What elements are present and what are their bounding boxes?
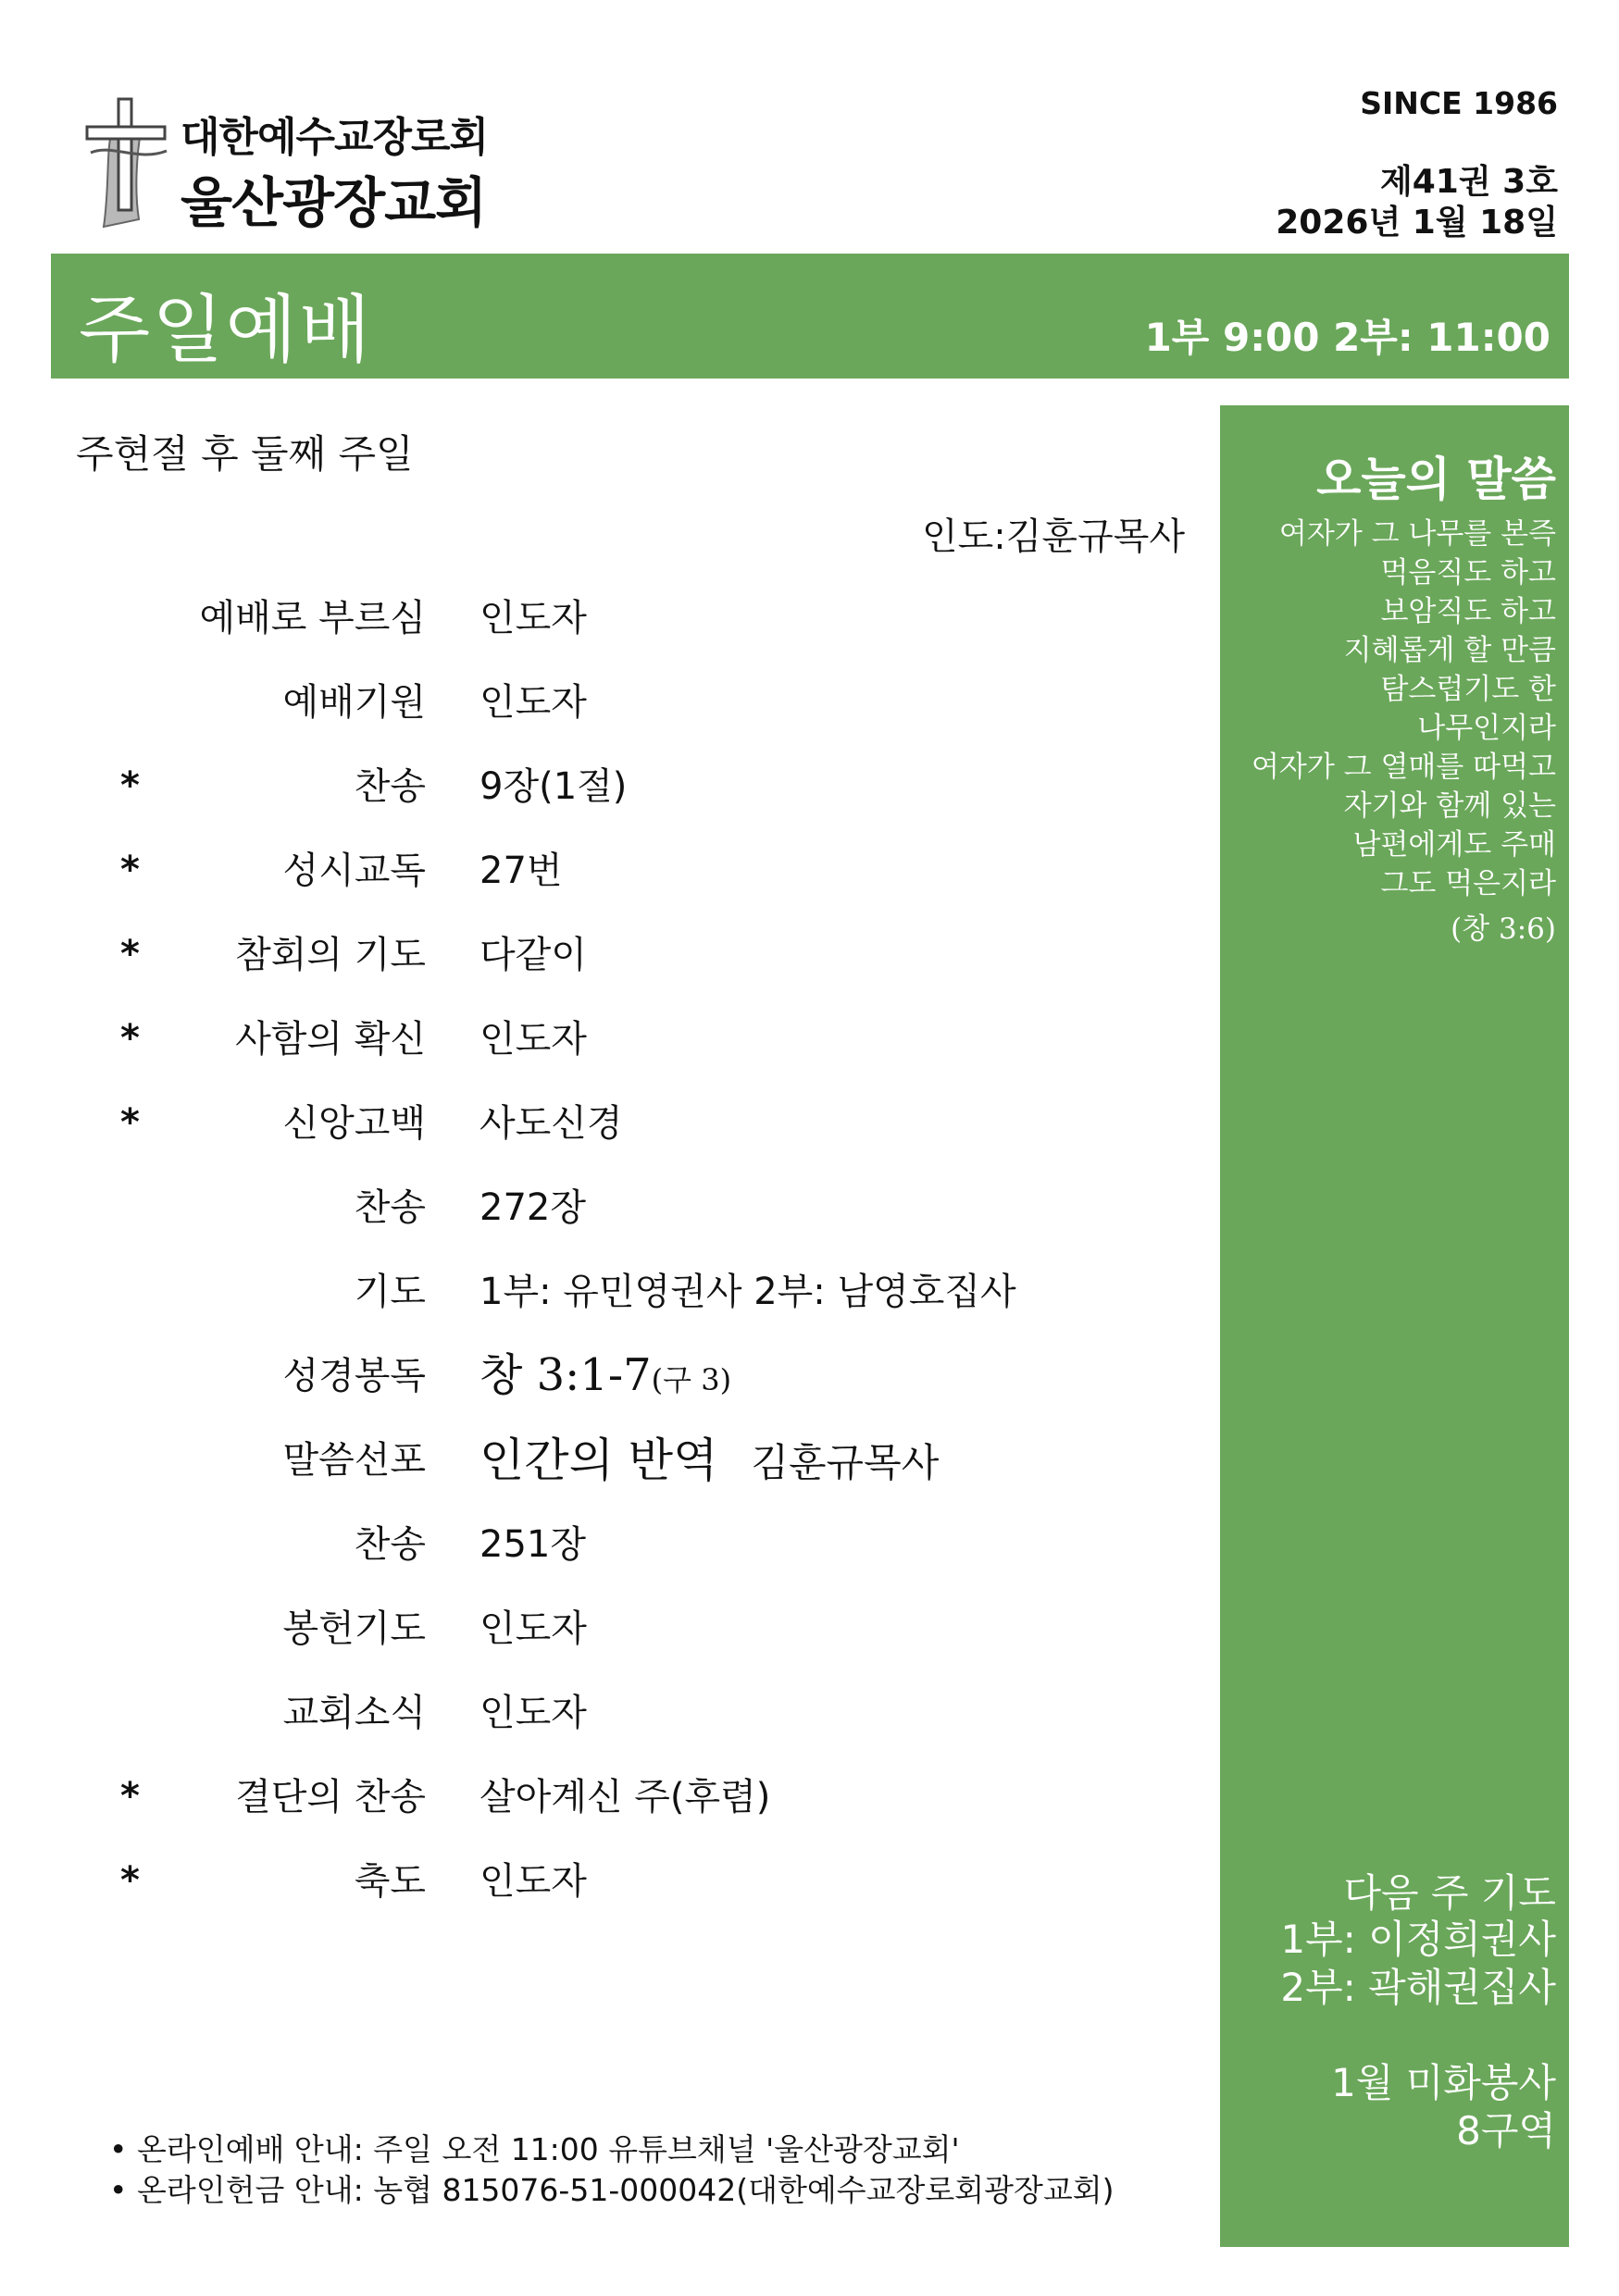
- service-item: [0, 673, 1203, 757]
- service-item: [0, 1431, 1203, 1515]
- standing-mark: *: [120, 764, 140, 807]
- item-value: 1부: 유민영권사 2부: 남영호집사: [479, 1271, 1016, 1313]
- standing-mark: *: [120, 933, 140, 975]
- item-value: 인도자: [479, 1692, 587, 1734]
- cleaning-duty-group: 8구역: [1456, 2108, 1556, 2153]
- service-item: [0, 925, 1203, 1010]
- cross-logo-icon: [83, 97, 171, 231]
- verse-line: 먹음직도 하고: [1380, 556, 1556, 590]
- verse-line: 여자가 그 나무를 본즉: [1278, 517, 1556, 551]
- item-value: 251장: [479, 1523, 586, 1566]
- scripture-ot-number: (구 3): [651, 1362, 732, 1397]
- verse-line: 남편에게도 주매: [1352, 828, 1556, 862]
- item-label: 기도: [354, 1271, 426, 1313]
- church-denomination: 대한예수교장로회: [181, 114, 489, 161]
- service-item: [0, 1683, 1203, 1768]
- verse-line: 여자가 그 열매를 따먹고: [1251, 751, 1556, 784]
- item-label: 찬송: [354, 1523, 426, 1566]
- next-prayer-second: 2부: 곽해권집사: [1280, 1965, 1556, 2010]
- service-item: [0, 1599, 1203, 1683]
- church-name: 울산광장교회: [181, 171, 487, 234]
- service-times: 1부 9:00 2부: 11:00: [1144, 315, 1551, 360]
- verse-line: 지혜롭게 할 만큼: [1343, 634, 1556, 667]
- next-prayer-title: 다음 주 기도: [1343, 1870, 1556, 1916]
- service-item: [0, 1768, 1203, 1852]
- item-value: [479, 1339, 731, 1403]
- verse-text: [1223, 515, 1556, 903]
- item-value: 9장(1절): [479, 765, 628, 808]
- worship-leader: 인도:김훈규목사: [922, 515, 1185, 558]
- online-worship-notice: • 온라인예배 안내: 주일 오전 11:00 유튜브채널 '울산광장교회': [109, 2131, 960, 2167]
- next-prayer-first: 1부: 이정희권사: [1280, 1917, 1556, 1962]
- service-item: [0, 1178, 1203, 1262]
- item-value: 인도자: [479, 597, 587, 639]
- online-offering-notice: • 온라인헌금 안내: 농협 815076-51-000042(대한예수교장로회광장교회): [109, 2172, 1115, 2208]
- verse-line: 그도 먹은지라: [1380, 867, 1556, 900]
- service-item: [0, 1852, 1203, 1936]
- item-value: 다같이: [479, 934, 587, 976]
- preacher-name: 김훈규목사: [751, 1440, 940, 1485]
- item-value: 272장: [479, 1186, 586, 1229]
- liturgical-season: 주현절 후 둘째 주일: [76, 431, 414, 477]
- item-label: 말씀선포: [282, 1439, 426, 1482]
- standing-mark: *: [120, 1775, 140, 1818]
- service-item: [0, 1094, 1203, 1178]
- service-banner: [51, 254, 1569, 379]
- service-item: [0, 1262, 1203, 1347]
- service-item: [0, 757, 1203, 841]
- item-label: 결단의 찬송: [235, 1776, 426, 1818]
- item-label: 예배로 부르심: [199, 597, 426, 639]
- service-item: [0, 589, 1203, 673]
- standing-mark: *: [120, 1859, 140, 1902]
- since-label: SINCE 1986: [1360, 85, 1558, 121]
- sidebar-panel: [1220, 405, 1569, 2247]
- cleaning-duty-title: 1월 미화봉사: [1331, 2060, 1556, 2105]
- item-label: 사함의 확신: [235, 1018, 426, 1061]
- item-label: 성경봉독: [282, 1355, 426, 1397]
- standing-mark: *: [120, 849, 140, 891]
- service-item: [0, 841, 1203, 925]
- item-label: 참회의 기도: [235, 934, 426, 976]
- date-label: 2026년 1월 18일: [1276, 204, 1558, 242]
- verse-line: 자기와 함께 있는: [1343, 789, 1556, 823]
- verse-title: 오늘의 말씀: [1316, 453, 1556, 506]
- service-item: [0, 1515, 1203, 1599]
- item-value: [479, 1423, 939, 1490]
- order-of-service: [0, 589, 1203, 1936]
- item-label: 교회소식: [282, 1692, 426, 1734]
- verse-reference: (창 3:6): [1451, 912, 1556, 946]
- service-item: [0, 1010, 1203, 1094]
- volume-label: 제41권 3호: [1379, 163, 1558, 201]
- sermon-title: 인간의 반역: [479, 1433, 718, 1487]
- verse-line: 나무인지라: [1417, 712, 1556, 745]
- item-value: 살아계신 주(후렴): [479, 1776, 771, 1818]
- item-value: 인도자: [479, 1607, 587, 1650]
- item-label: 예배기원: [282, 681, 426, 724]
- item-label: 성시교독: [282, 850, 426, 892]
- service-title: 주일예배: [79, 287, 373, 373]
- item-label: 봉헌기도: [282, 1607, 426, 1650]
- item-label: 신앙고백: [282, 1102, 426, 1145]
- standing-mark: *: [120, 1017, 140, 1060]
- verse-line: 보암직도 하고: [1380, 595, 1556, 628]
- item-label: 찬송: [354, 765, 426, 808]
- scripture-reference: 창 3:1-7: [479, 1349, 652, 1401]
- item-value: 인도자: [479, 681, 587, 724]
- item-value: 인도자: [479, 1018, 587, 1061]
- item-value: 인도자: [479, 1860, 587, 1903]
- item-value: 27번: [479, 850, 563, 892]
- item-label: 축도: [354, 1860, 426, 1903]
- verse-line: 탐스럽기도 한: [1380, 673, 1556, 706]
- item-value: 사도신경: [479, 1102, 623, 1145]
- service-item: [0, 1347, 1203, 1431]
- standing-mark: *: [120, 1101, 140, 1144]
- item-label: 찬송: [354, 1186, 426, 1229]
